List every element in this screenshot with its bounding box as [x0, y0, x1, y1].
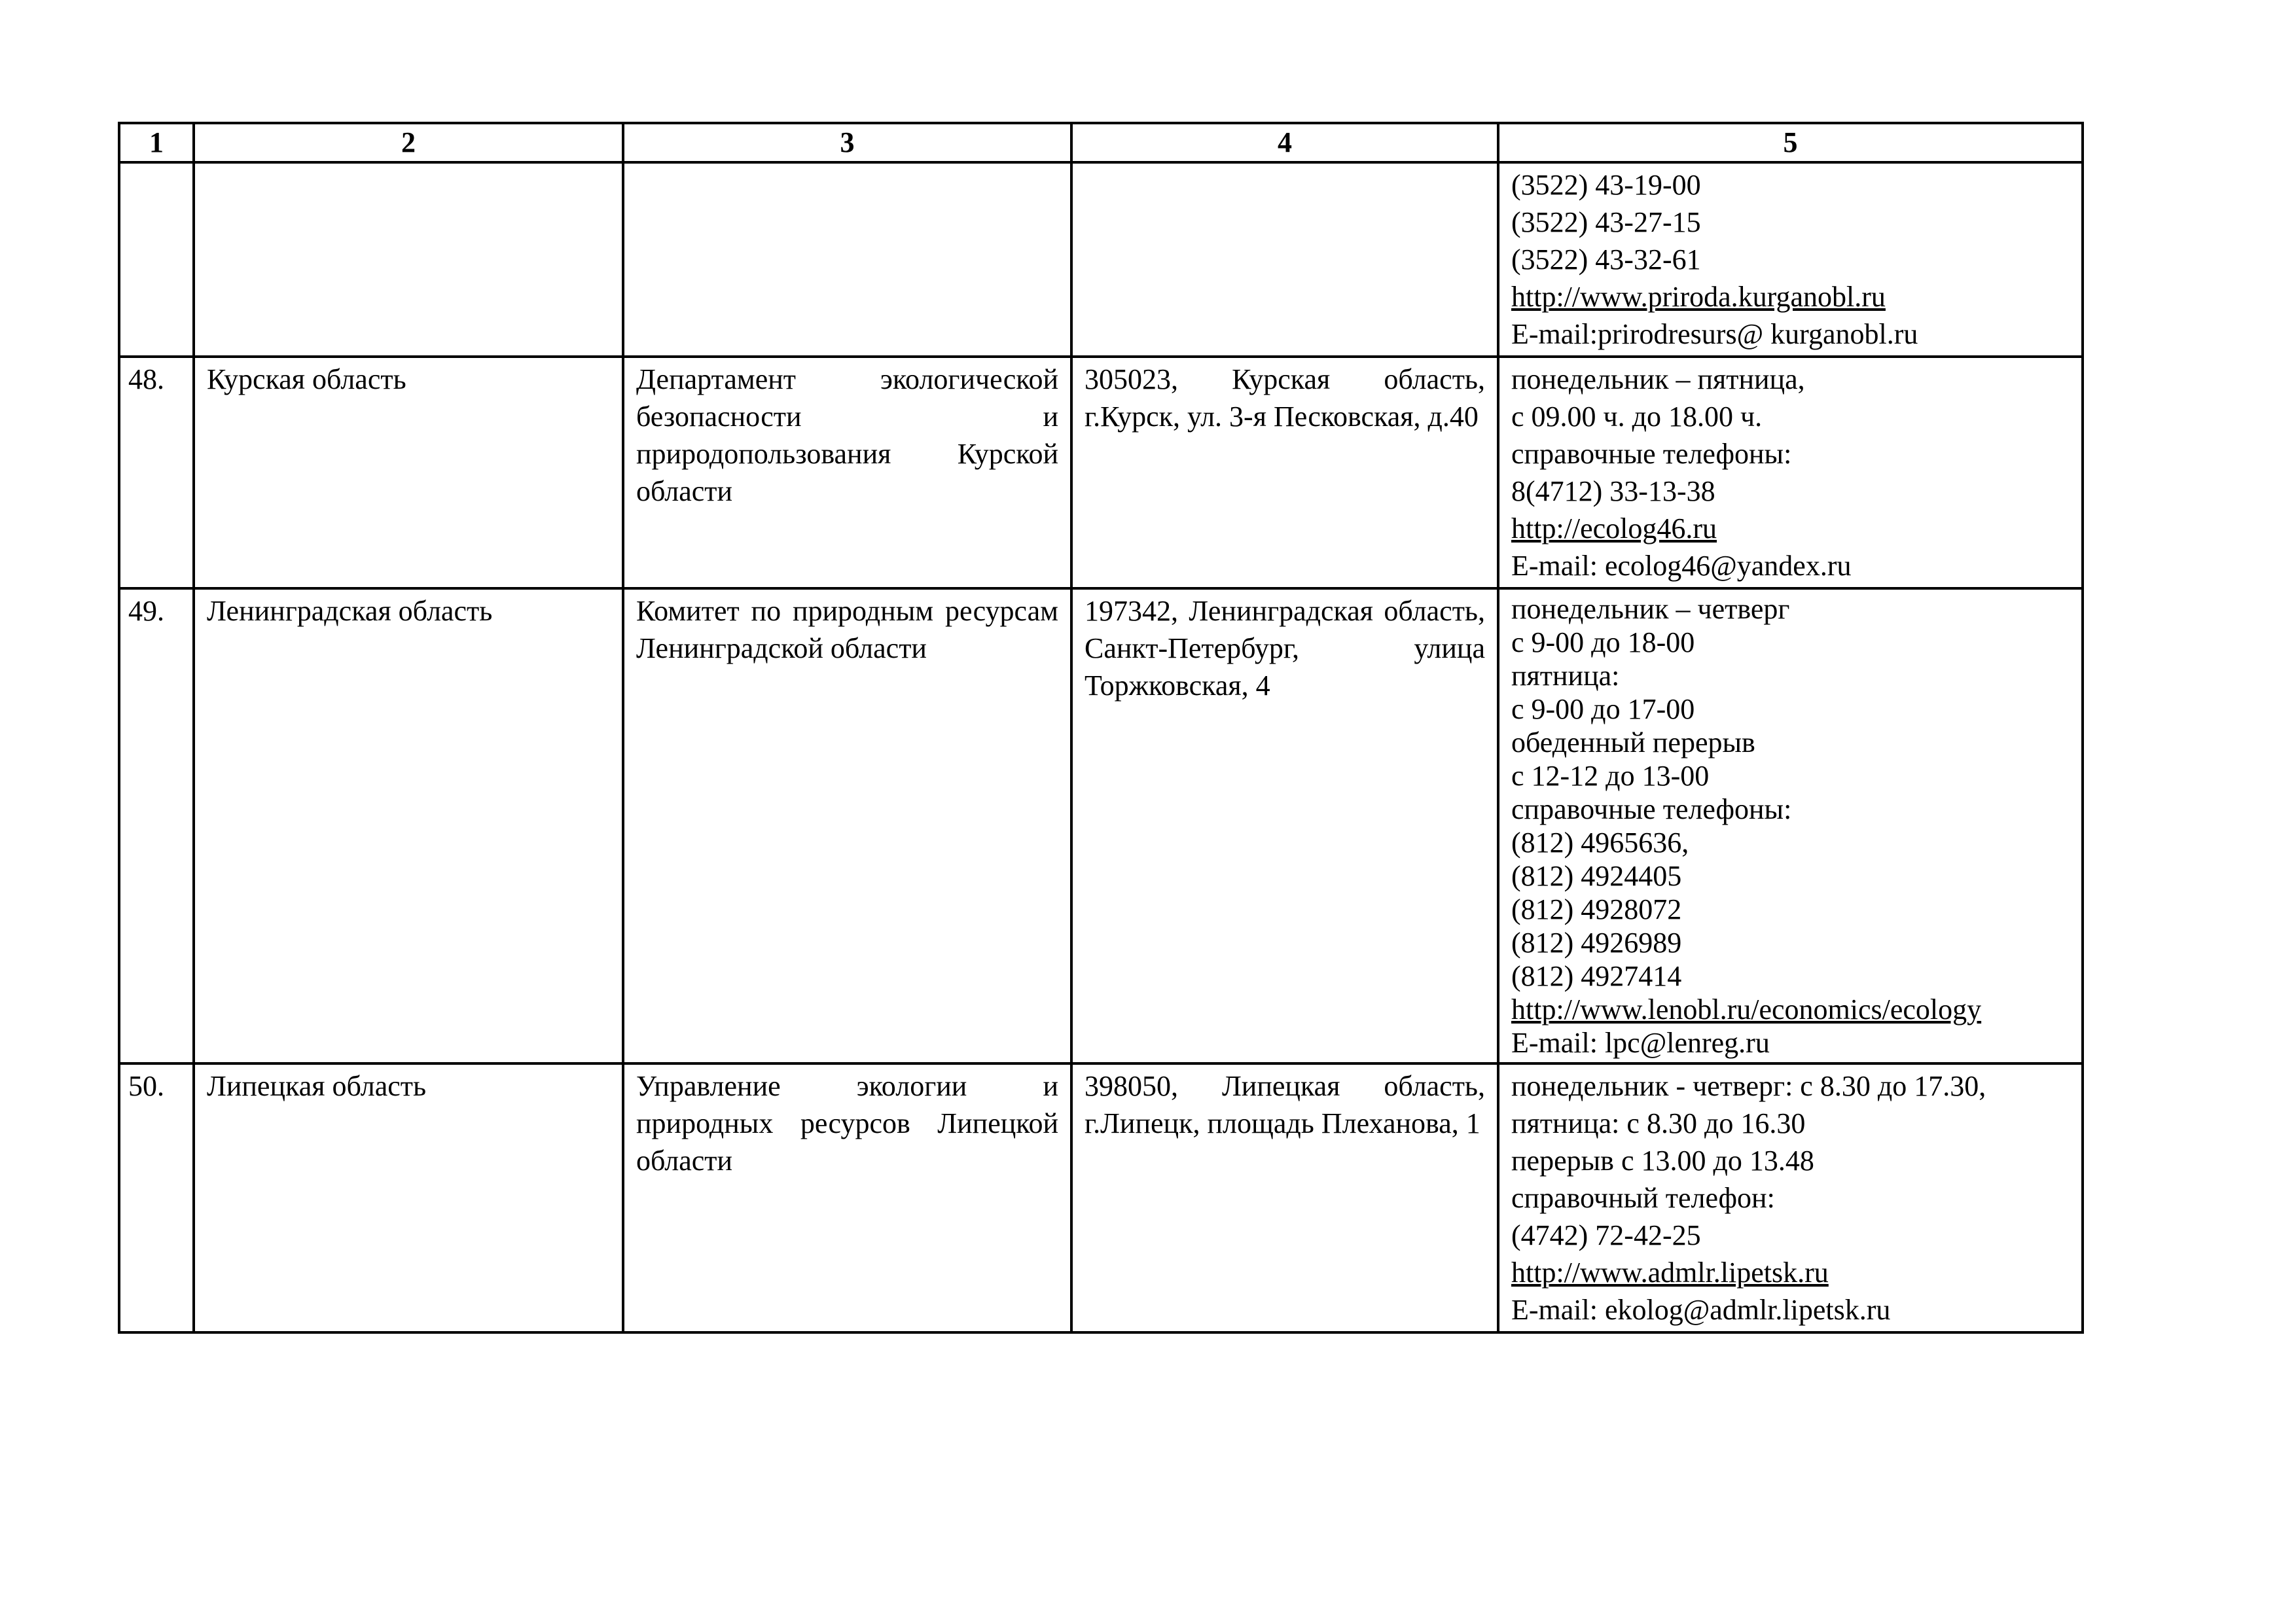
- organization-cell: Комитет по природным ресурсам Ленинградской области: [623, 588, 1071, 1063]
- regional-authorities-table: [118, 122, 2084, 1334]
- row-number-cell: 48.: [119, 357, 194, 588]
- contact-line: (812) 4926989: [1511, 927, 1682, 959]
- contact-line: перерыв с 13.00 до 13.48: [1511, 1145, 1814, 1177]
- row-number-cell: 49.: [119, 588, 194, 1063]
- contact-line: E-mail: ecolog46@yandex.ru: [1511, 550, 1852, 582]
- column-header: 4: [1071, 123, 1498, 162]
- contact-line: обеденный перерыв: [1511, 726, 1755, 758]
- row-number-cell: [119, 162, 194, 357]
- contact-line: (812) 4924405: [1511, 860, 1682, 892]
- website-link[interactable]: http://www.admlr.lipetsk.ru: [1511, 1257, 1829, 1289]
- contact-line: (3522) 43-19-00: [1511, 169, 1701, 201]
- contacts-cell: [1498, 162, 2083, 357]
- region-cell: Липецкая область: [194, 1063, 623, 1332]
- contact-line: с 9-00 до 18-00: [1511, 626, 1695, 658]
- website-link[interactable]: http://www.priroda.kurganobl.ru: [1511, 281, 1886, 313]
- contact-line: (4742) 72-42-25: [1511, 1219, 1701, 1251]
- address-cell: 398050, Липецкая область, г.Липецк, площадь Плеханова, 1: [1071, 1063, 1498, 1332]
- contact-line: справочные телефоны:: [1511, 793, 1792, 825]
- contact-line: (812) 4965636,: [1511, 827, 1689, 859]
- organization-cell: [623, 162, 1071, 357]
- contact-line: (812) 4928072: [1511, 893, 1682, 925]
- website-link[interactable]: http://www.lenobl.ru/economics/ecology: [1511, 993, 1982, 1026]
- table-body: [119, 162, 2083, 1332]
- contact-line: с 09.00 ч. до 18.00 ч.: [1511, 401, 1763, 433]
- region-cell: Ленинградская область: [194, 588, 623, 1063]
- address-cell: 305023, Курская область, г.Курск, ул. 3-я Песковская, д.40: [1071, 357, 1498, 588]
- column-header: 2: [194, 123, 623, 162]
- row-number-cell: 50.: [119, 1063, 194, 1332]
- address-cell: [1071, 162, 1498, 357]
- organization-cell: Управление экологии и природных ресурсов Липецкой области: [623, 1063, 1071, 1332]
- contacts-cell: [1498, 1063, 2083, 1332]
- table-row: [119, 588, 2083, 1063]
- contact-line: понедельник - четверг: с 8.30 до 17.30,: [1511, 1070, 1986, 1102]
- table-row: [119, 162, 2083, 357]
- region-cell: Курская область: [194, 357, 623, 588]
- table-row: [119, 1063, 2083, 1332]
- contact-line: справочные телефоны:: [1511, 438, 1792, 470]
- region-cell: [194, 162, 623, 357]
- organization-cell: Департамент экологической безопасности и природопользования Курской области: [623, 357, 1071, 588]
- contact-line: справочный телефон:: [1511, 1182, 1775, 1214]
- address-cell: 197342, Ленинградская область, Санкт-Петербург, улица Торжковская, 4: [1071, 588, 1498, 1063]
- contact-line: пятница:: [1511, 660, 1620, 692]
- contact-line: 8(4712) 33-13-38: [1511, 475, 1715, 507]
- contact-line: с 12-12 до 13-00: [1511, 760, 1710, 792]
- table-header-row: [119, 123, 2083, 162]
- contacts-cell: [1498, 588, 2083, 1063]
- contact-line: понедельник – четверг: [1511, 593, 1790, 625]
- contact-line: E-mail: lpc@lenreg.ru: [1511, 1027, 1770, 1059]
- table-row: [119, 357, 2083, 588]
- contact-line: (3522) 43-27-15: [1511, 206, 1701, 238]
- column-header: 1: [119, 123, 194, 162]
- column-header: 5: [1498, 123, 2083, 162]
- contact-line: пятница: с 8.30 до 16.30: [1511, 1107, 1806, 1139]
- contact-line: E-mail: ekolog@admlr.lipetsk.ru: [1511, 1294, 1891, 1326]
- contact-line: (812) 4927414: [1511, 960, 1682, 992]
- contact-line: (3522) 43-32-61: [1511, 243, 1701, 276]
- column-header: 3: [623, 123, 1071, 162]
- contact-line: понедельник – пятница,: [1511, 363, 1805, 395]
- website-link[interactable]: http://ecolog46.ru: [1511, 512, 1717, 544]
- contacts-cell: [1498, 357, 2083, 588]
- document-page: [118, 122, 2081, 1334]
- contact-line: E-mail:prirodresurs@ kurganobl.ru: [1511, 318, 1918, 350]
- contact-line: с 9-00 до 17-00: [1511, 693, 1695, 725]
